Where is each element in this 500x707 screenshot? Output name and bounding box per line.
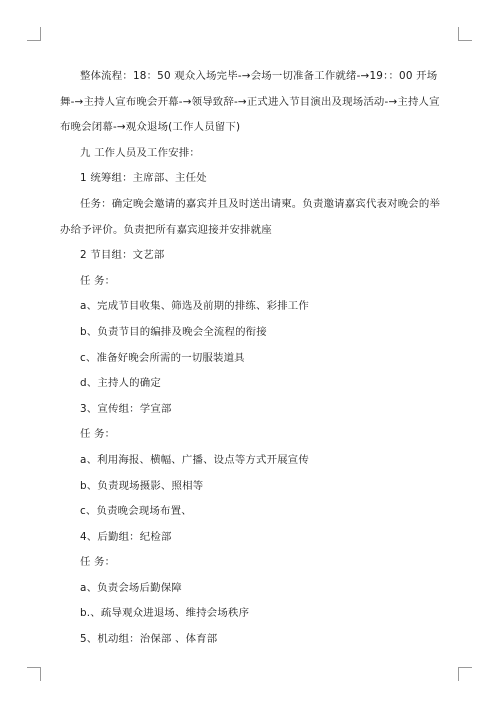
list-item: b、负责节目的编排及晚会全流程的衔接 [80,325,267,338]
list-item: a、完成节目收集、筛选及前期的排练、彩排工作 [80,300,309,313]
paragraph-overall-process: 整体流程：18：50 观众入场完毕-→会场一切准备工作就绪-→19：：00 开场舞-→主持人宣布晚会开幕-→领导致辞-→正式进入节目演出及现场活动-→主持人宣布晚会闭幕-→观众退场(工作人员留下) [60,70,440,134]
list-item: b、负责现场摄影、照相等 [80,479,204,492]
task-label: 任 务： [80,556,116,569]
group-program: 2 节目组：文艺部 [80,249,165,262]
group-publicity: 3、宣传组：学宣部 [80,402,172,415]
list-item: a、负责会场后勤保障 [80,581,182,594]
coordination-task: 任务：确定晚会邀请的嘉宾并且及时送出请柬。负责邀请嘉宾代表对晚会的举办给予评价。负责把所有嘉宾迎接并安排就座 [60,197,441,236]
heading-staff-arrangement: 九 工作人员及工作安排： [80,146,200,159]
list-item: d、主持人的确定 [80,377,161,390]
document-body [60,64,444,653]
crop-mark-bottom-right [458,667,472,681]
group-mobile: 5、机动组：治保部 、体育部 [80,633,218,646]
group-coordination: 1 统筹组：主席部、主任处 [80,172,207,185]
list-item: b.、疏导观众进退场、维持会场秩序 [80,607,250,620]
list-item: c、负责晚会现场布置、 [80,505,192,518]
list-item: a、利用海报、横幅、广播、设点等方式开展宣传 [80,453,309,466]
crop-mark-top-right [458,27,472,41]
crop-mark-bottom-left [27,667,41,681]
task-label: 任 务： [80,428,116,441]
crop-mark-top-left [27,27,41,41]
task-label: 任 务： [80,274,116,287]
group-logistics: 4、后勤组：纪检部 [80,530,172,543]
list-item: c、准备好晚会所需的一切服装道具 [80,351,245,364]
